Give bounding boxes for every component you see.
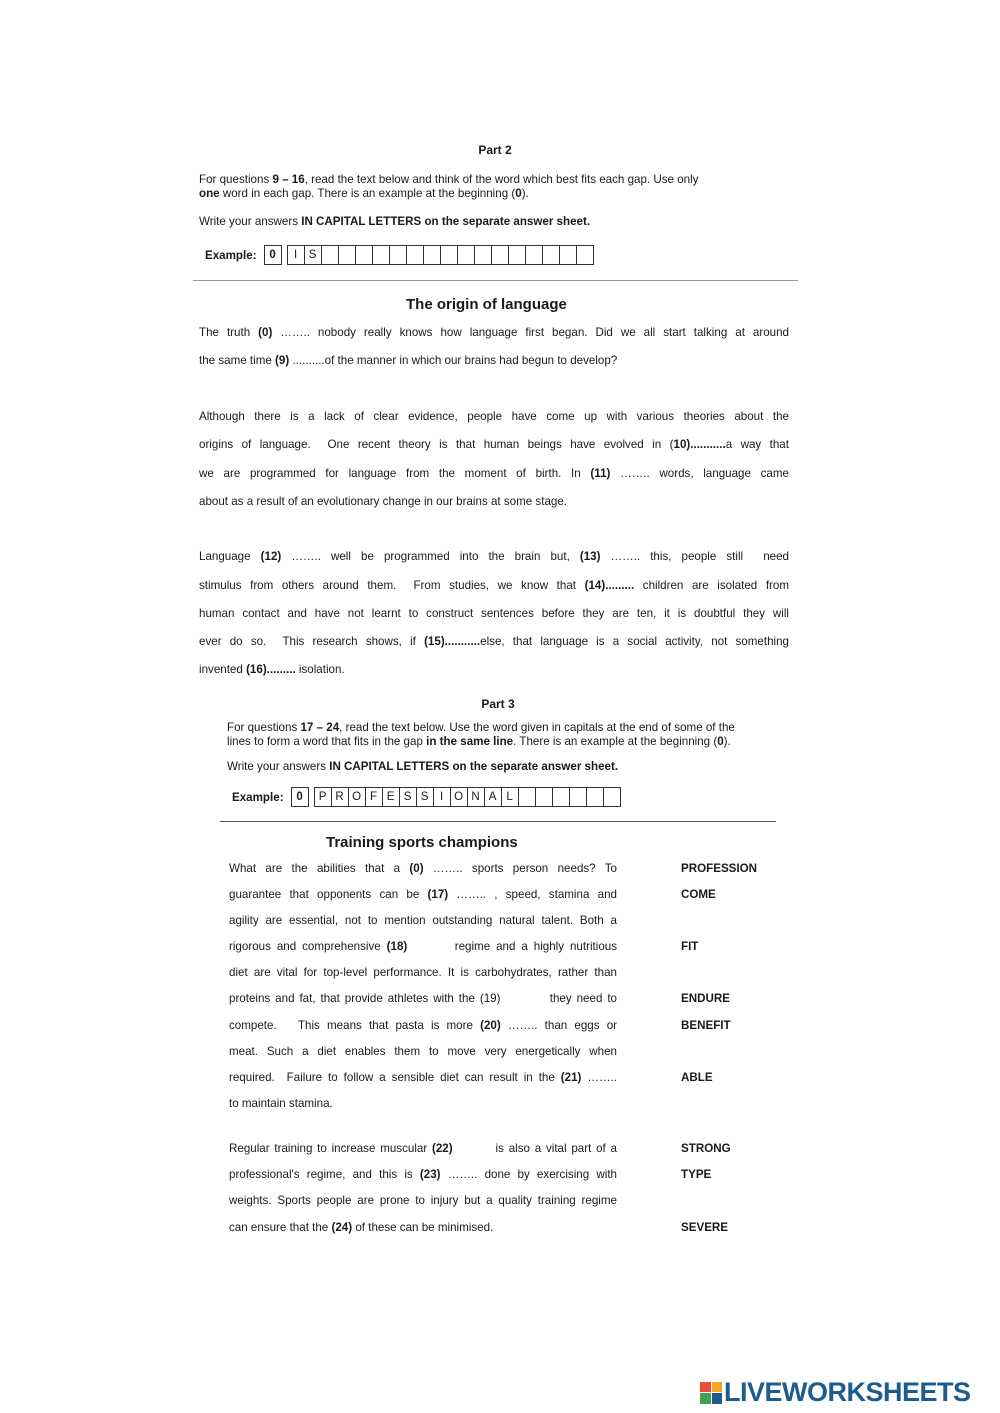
part2-title: The origin of language (406, 296, 567, 313)
keyword: COME (681, 888, 716, 901)
answer-cells (265, 245, 594, 265)
letter-cell: I (433, 787, 451, 807)
letter-cell (491, 245, 509, 265)
divider (220, 821, 776, 822)
keyword: STRONG (681, 1142, 731, 1155)
letter-cell: S (304, 245, 322, 265)
letter-cell (535, 787, 553, 807)
letter-cell: S (399, 787, 417, 807)
part2-write-answers: Write your answers IN CAPITAL LETTERS on the separate answer sheet. (199, 215, 591, 228)
text-line: required. Failure to follow a sensible diet can result in the (21) …….. (229, 1071, 617, 1084)
letter-cell: L (501, 787, 519, 807)
letter-cell (542, 245, 560, 265)
text-line: stimulus from others around them. From studies, we know that (14)......... children are isolated from (199, 579, 790, 592)
liveworksheets-logo (700, 1377, 971, 1408)
text-line: Language (12) …….. well be programmed into the brain but, (13) …….. this, people still need (199, 550, 789, 563)
keyword: BENEFIT (681, 1019, 731, 1032)
example-label: Example: (205, 248, 257, 262)
text-line: agility are essential, not to mention outstanding natural talent. Both a (229, 914, 617, 927)
keyword: FIT (681, 940, 699, 953)
letter-cell (389, 245, 407, 265)
text-line: The truth (0) …….. nobody really knows how language first began. Did we all start talking at around (199, 326, 789, 339)
letter-cell (576, 245, 594, 265)
letter-cell (474, 245, 492, 265)
letter-cell (569, 787, 587, 807)
logo-icon (700, 1382, 722, 1404)
text-line: we are programmed for language from the moment of birth. In (11) …….. words, language came (199, 467, 789, 480)
letter-cell (559, 245, 577, 265)
keyword: TYPE (681, 1168, 712, 1181)
text-line: about as a result of an evolutionary change in our brains at some stage. (199, 495, 568, 508)
letter-cell (406, 245, 424, 265)
text-line: guarantee that opponents can be (17) …….. , speed, stamina and (229, 888, 617, 901)
part3-heading: Part 3 (481, 697, 515, 711)
letter-cell (586, 787, 604, 807)
example-number-cell: 0 (264, 245, 282, 265)
text-line: meat. Such a diet enables them to move very energetically when (229, 1045, 617, 1058)
part2-instructions: For questions 9 – 16, read the text below and think of the word which best fits each gap. Use only one word in each gap. There is an example at the beginning (0). (199, 173, 699, 200)
part3-instructions: For questions 17 – 24, read the text below. Use the word given in capitals at the end of some of the lines to form a word that fits in the gap in the same line. There is an example at the beginning (0). (227, 721, 735, 748)
text-line: Although there is a lack of clear evidence, people have come up with various theories about the (199, 410, 789, 423)
part2-example (205, 245, 594, 265)
text-line: What are the abilities that a (0) …….. sports person needs? To (229, 862, 618, 875)
text-line: ever do so. This research shows, if (15)...........else, that language is a social activity, not something (199, 635, 789, 648)
letter-cell (552, 787, 570, 807)
letter-cell: R (331, 787, 349, 807)
part3-write-answers: Write your answers IN CAPITAL LETTERS on the separate answer sheet. (227, 760, 619, 773)
letter-cell: N (467, 787, 485, 807)
letter-cell: O (450, 787, 468, 807)
keyword: PROFESSION (681, 862, 758, 875)
text-line: Regular training to increase muscular (22) is also a vital part of a (229, 1142, 617, 1155)
part3-example (232, 787, 621, 807)
letter-cell (355, 245, 373, 265)
example-number-cell: 0 (291, 787, 309, 807)
text-line: diet are vital for top-level performance. It is carbohydrates, rather than (229, 966, 617, 979)
letter-cell (321, 245, 339, 265)
letter-cell (518, 787, 536, 807)
letter-cell (338, 245, 356, 265)
brand-name: LIVEWORKSHEETS (724, 1377, 971, 1407)
letter-cell (372, 245, 390, 265)
letter-cell: P (314, 787, 332, 807)
answer-cells (292, 787, 621, 807)
letter-cell (603, 787, 621, 807)
example-label: Example: (232, 790, 284, 804)
letter-cell (525, 245, 543, 265)
keyword: SEVERE (681, 1221, 729, 1234)
keyword: ENDURE (681, 992, 730, 1005)
text-line: weights. Sports people are prone to injury but a quality training regime (229, 1194, 617, 1207)
text-line: compete. This means that pasta is more (20) …….. than eggs or (229, 1019, 617, 1032)
text-line: rigorous and comprehensive (18) regime and a highly nutritious (229, 940, 618, 953)
text-line: the same time (9) ..........of the manner in which our brains had begun to develop? (199, 354, 618, 367)
letter-cell: I (287, 245, 305, 265)
letter-cell (423, 245, 441, 265)
letter-cell (457, 245, 475, 265)
text-line: human contact and have not learnt to construct sentences before they are ten, it is doubtful they will (199, 607, 789, 620)
part3-title: Training sports champions (326, 834, 518, 851)
letter-cell: F (365, 787, 383, 807)
text-line: origins of language. One recent theory is that human beings have evolved in (10)...........a way that (199, 438, 789, 451)
text-line: professional's regime, and this is (23) …….. done by exercising with (229, 1168, 617, 1181)
letter-cell (440, 245, 458, 265)
text-line: to maintain stamina. (229, 1097, 333, 1110)
text-line: invented (16)......... isolation. (199, 663, 345, 676)
keyword: ABLE (681, 1071, 713, 1084)
letter-cell: O (348, 787, 366, 807)
letter-cell: E (382, 787, 400, 807)
letter-cell: S (416, 787, 434, 807)
text-line: can ensure that the (24) of these can be minimised. (229, 1221, 494, 1234)
part2-heading: Part 2 (478, 143, 512, 157)
divider (193, 280, 798, 281)
text-line: proteins and fat, that provide athletes with the (19) they need to (229, 992, 617, 1005)
letter-cell (508, 245, 526, 265)
letter-cell: A (484, 787, 502, 807)
